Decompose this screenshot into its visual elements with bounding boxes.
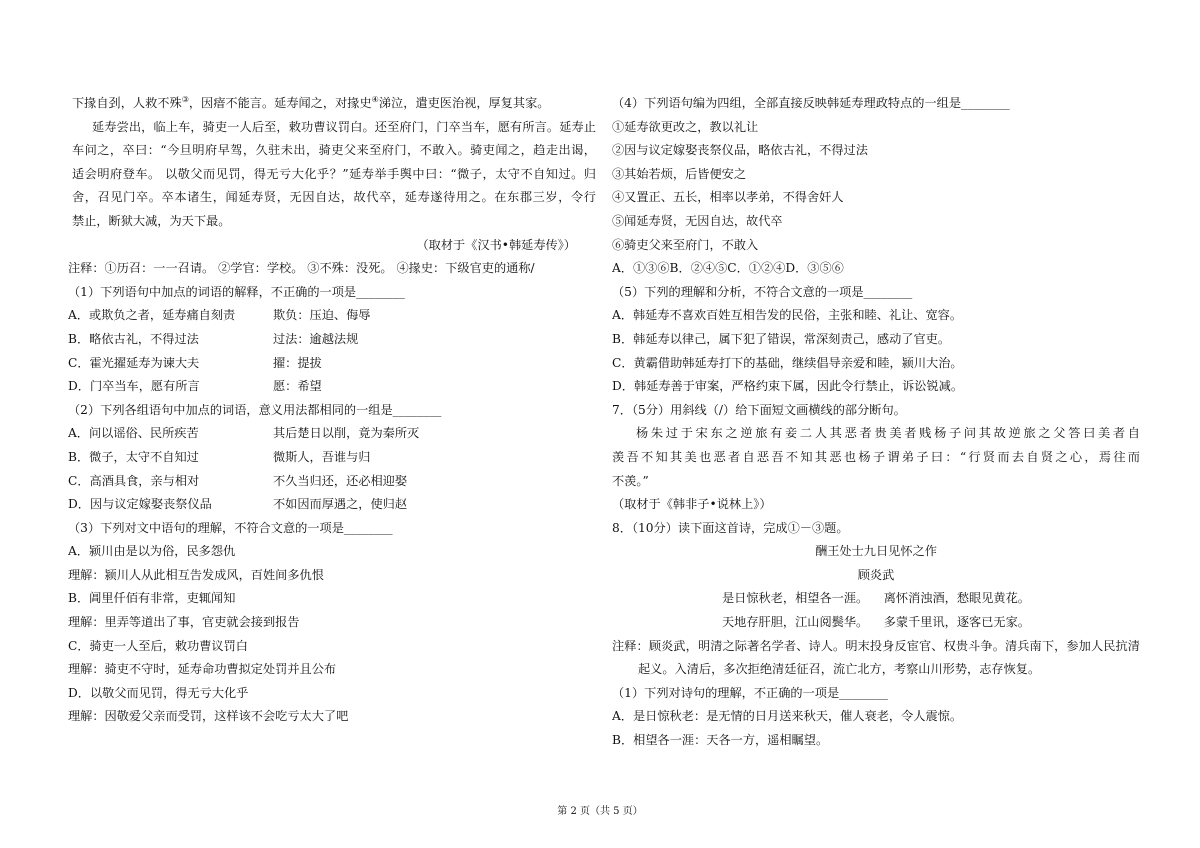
poem-line: 是日惊秋老，相望各一涯。 离怀消浊酒，愁眼见黄花。 <box>722 591 1030 606</box>
poem-note-line: 注释：顾炎武，明清之际著名学者、诗人。明末投身反宦官、权贵斗争。清兵南下，参加人民抗清 <box>612 638 1140 653</box>
right-column <box>612 92 1140 753</box>
question-1-option: C．霍光擢延寿为谏大夫 擢：提拔 <box>68 355 322 370</box>
question-4-item: ③其始若烦，后皆便安之 <box>612 166 747 181</box>
question-4-stem: （4）下列语句编为四组，全部直接反映韩延寿理政特点的一组是________ <box>612 96 1010 110</box>
question-3-line: D．以敬父而见罚，得无亏大化乎 <box>68 685 249 700</box>
question-7-stem: 7．（5分）用斜线（/）给下面短文画横线的部分断句。 <box>612 402 906 417</box>
question-3-line: 理解：里弄等道出了事，官吏就会接到报告 <box>68 615 300 630</box>
passage-source: （取材于《汉书•韩延寿传》） <box>416 237 576 252</box>
question-5-option: B．韩延寿以律己，属下犯了错误，常深刻责己，感动了官吏。 <box>612 331 951 346</box>
question-2-option: A．问以谣俗、民所疾苦 其后楚日以削，竟为秦所灭 <box>68 426 420 441</box>
question-7-source: （取材于《韩非子•说林上》） <box>612 497 772 512</box>
question-4-item: ②因与议定嫁娶丧祭仪品，略依古礼，不得过法 <box>612 143 868 158</box>
passage-line-6: 禁止，断狱大减，为天下最。 <box>72 213 231 228</box>
question-7-text-line: 羡吾不知其美也恶者自恶吾不知其恶也杨子谓弟子曰：“行贤而去自贤之心，焉往而 <box>612 449 1140 464</box>
question-4-item: ①延寿欲更改之，教以礼让 <box>612 119 759 134</box>
question-4-choices: A．①③⑥B．②④⑤C．①②④D．③⑤⑥ <box>612 261 844 276</box>
question-2-option: B．微子，太守不自知过 微斯人，吾谁与归 <box>68 449 371 464</box>
question-1-stem: （1）下列语句中加点的词语的解释，不正确的一项是________ <box>68 284 405 299</box>
question-8-sub1-stem: （1）下列对诗句的理解，不正确的一项是________ <box>612 685 888 700</box>
question-5-stem: （5）下列的理解和分析，不符合文意的一项是________ <box>612 284 913 299</box>
question-2-option: D．因与议定嫁娶丧祭仪品 不如因而厚遇之，使归赵 <box>68 497 408 512</box>
passage-line-1: 下掾自刭，人救不殊③，因瘖不能言。延寿闻之，对掾史④涕泣，遣吏医治视，厚复其家。 <box>72 94 550 110</box>
question-3-line: 理解：因敬爱父亲而受罚，这样该不会吃亏太大了吧 <box>68 709 349 724</box>
question-8-stem: 8．（10分）读下面这首诗，完成①－③题。 <box>612 520 849 535</box>
question-7-text-line: 不羡。” <box>612 473 649 488</box>
question-8-sub1-option: A．是日惊秋老：是无情的日月送来秋天，催人衰老，令人震惊。 <box>612 709 963 724</box>
poem-line: 天地存肝胆，江山阅鬓华。 多蒙千里讯，逐客已无家。 <box>722 615 1030 630</box>
question-4-item: ⑥骑吏父来至府门，不敢入 <box>612 237 759 252</box>
question-7-text-line: 杨朱过于宋东之逆旅有妾二人其恶者贵美者贱杨子问其故逆旅之父答曰美者自 <box>636 426 1140 441</box>
page-footer: 第 2 页（共 5 页） <box>557 806 643 817</box>
poem-author: 顾炎武 <box>857 567 895 582</box>
question-4-item: ⑤闻延寿贤，无因自达，故代卒 <box>612 213 783 228</box>
question-2-stem: （2）下列各组语句中加点的词语，意义用法都相同的一组是________ <box>68 402 442 417</box>
poem-title: 酬王处士九日见怀之作 <box>815 544 937 559</box>
passage-line-4: 适会明府登车。 以敬父而见罚，得无亏大化乎？”延寿举手舆中曰：“微子，太守不自知过。归 <box>72 166 596 181</box>
passage-line-5: 舍，召见门卒。卒本诸生，闻延寿贤，无因自达，故代卒，延寿遂待用之。在东郡三岁，令行 <box>72 190 596 205</box>
question-3-line: 理解：颍川人从此相互告发成风，百姓间多仇恨 <box>68 567 324 582</box>
question-1-option: B．略依古礼，不得过法 过法：逾越法规 <box>68 331 359 346</box>
question-5-option: C．黄霸借助韩延寿打下的基础，继续倡导亲爱和睦，颍川大治。 <box>612 355 963 370</box>
poem-note-line: 起义。入清后，多次拒绝清廷征召，流亡北方，考察山川形势，志存恢复。 <box>638 662 1041 677</box>
passage-notes: 注释：①历召：一一召请。 ②学官：学校。 ③不殊：没死。 ④掾史：下级官吏的通称/ <box>68 261 535 276</box>
question-3-line: 理解：骑吏不守时，延寿命功曹拟定处罚并且公布 <box>68 662 337 677</box>
passage-line-3: 车问之，卒曰：“今旦明府早驾，久驻未出，骑吏父来至府门，不敢入。骑吏闻之，趋走出谒， <box>72 143 596 158</box>
question-8-sub1-option: B．相望各一涯：天各一方，遥相瞩望。 <box>612 733 829 748</box>
question-2-option: C．高酒具食，亲与相对 不久当归还，还必相迎娶 <box>68 473 408 488</box>
question-3-line: C．骑吏一人至后，敕功曹议罚白 <box>68 638 248 653</box>
left-column <box>68 92 596 729</box>
question-3-line: A．颍川由是以为俗，民多怨仇 <box>68 544 236 559</box>
question-1-option: D．门卒当车，愿有所言 愿：希望 <box>68 379 322 394</box>
question-5-option: D．韩延寿善于审案，严格约束下属，因此令行禁止，诉讼锐减。 <box>612 379 964 394</box>
passage-line-2: 延寿尝出，临上车，骑吏一人后至，敕功曹议罚白。还至府门，门卒当车，愿有所言。延寿止 <box>92 119 596 134</box>
question-1-option: A．或欺负之者，延寿痛自刻责 欺负：压迫、侮辱 <box>68 308 371 323</box>
question-5-option: A．韩延寿不喜欢百姓互相告发的民俗，主张和睦、礼让、宽容。 <box>612 308 963 323</box>
question-3-line: B．阊里仟佰有非常，吏辄闻知 <box>68 591 236 606</box>
question-4-item: ④又置正、五长，相率以孝弟，不得舍奸人 <box>612 190 844 205</box>
question-3-stem: （3）下列对文中语句的理解，不符合文意的一项是________ <box>68 520 393 535</box>
